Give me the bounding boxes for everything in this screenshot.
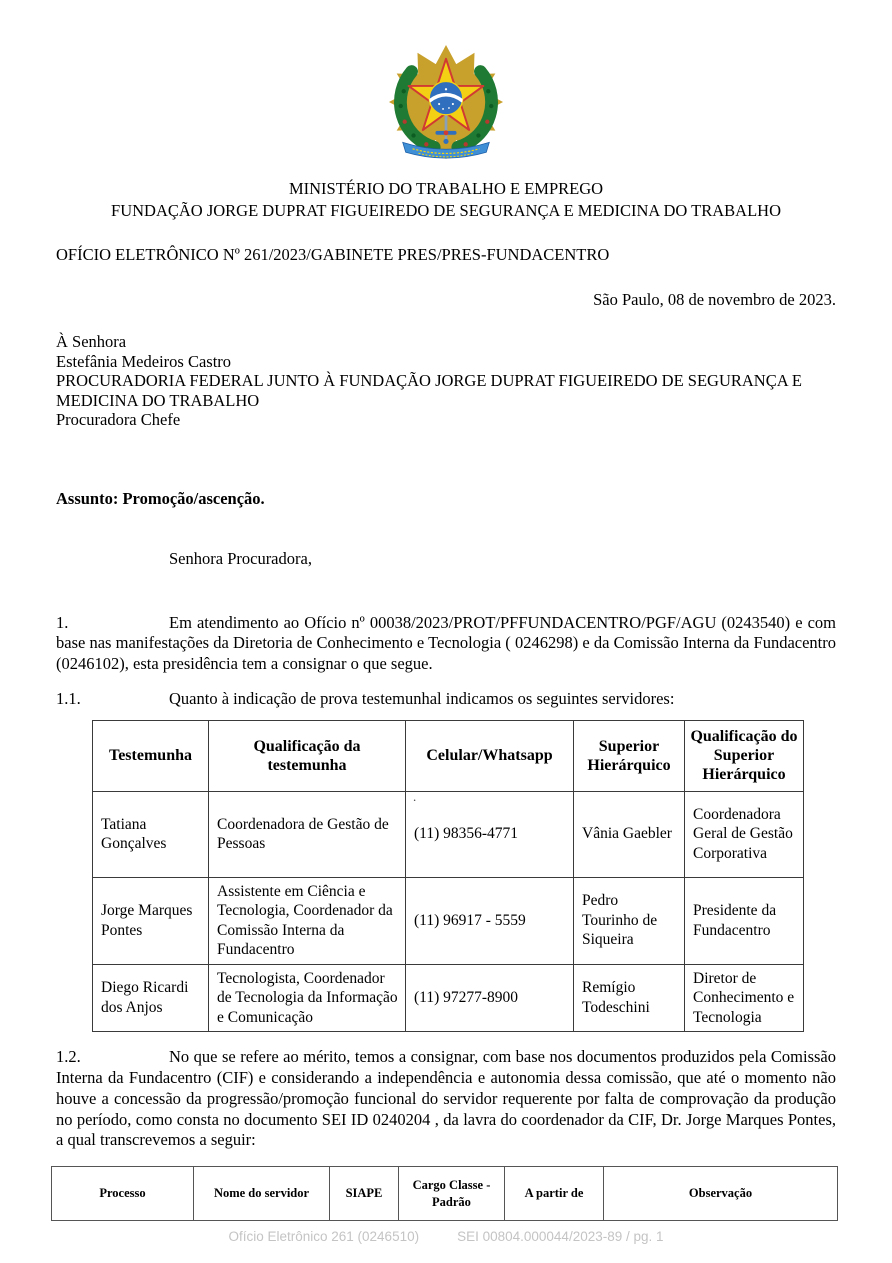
witness-superior-qualification-cell: Presidente da Fundacentro [685, 877, 804, 964]
brazil-coat-of-arms-icon [387, 45, 505, 166]
servers-table-header-row [52, 1167, 838, 1221]
witness-name-cell: Tatiana Gonçalves [93, 791, 209, 877]
witnesses-col-header: Testemunha [93, 720, 209, 791]
document-title: OFÍCIO ELETRÔNICO Nº 261/2023/GABINETE PRES/PRES-FUNDACENTRO [56, 245, 610, 264]
witness-phone-cell [406, 788, 574, 877]
witness-phone-cell: (11) 97277-8900 [406, 964, 574, 1032]
witness-superior-cell: Remígio Todeschini [574, 964, 685, 1032]
paragraph-1-1 [56, 689, 836, 710]
servers-col-header: Nome do servidor [194, 1167, 330, 1221]
paragraph-1-1-number: 1.1. [56, 688, 81, 708]
witnesses-table-header-row [93, 720, 804, 791]
subject-line: Assunto: Promoção/ascenção. [56, 488, 265, 508]
paragraph-1-number: 1. [56, 612, 69, 632]
witness-superior-cell: Vânia Gaebler [574, 791, 685, 877]
recipient-name: Estefânia Medeiros Castro [56, 351, 232, 371]
servers-col-header: Processo [52, 1167, 194, 1221]
witness-superior-qualification-cell: Diretor de Conhecimento e Tecnologia [685, 964, 804, 1032]
footer-document-reference: Ofício Eletrônico 261 (0246510) [228, 1229, 420, 1244]
witness-name-cell: Jorge Marques Pontes [93, 877, 209, 964]
witnesses-col-header: Superior Hierárquico [574, 720, 685, 791]
page-footer [0, 1229, 892, 1244]
servers-col-header: SIAPE [330, 1167, 399, 1221]
witnesses-col-header: Celular/Whatsapp [406, 720, 574, 791]
paragraph-1-2 [56, 1047, 836, 1151]
witness-qualification-cell: Assistente em Ciência e Tecnologia, Coordenador da Comissão Interna da Fundacentro [209, 877, 406, 964]
recipient-role: Procuradora Chefe [56, 410, 181, 429]
recipient-salutation: À Senhora [56, 332, 127, 351]
witnesses-table-row [93, 964, 804, 1032]
servers-table [51, 1166, 838, 1221]
servers-col-header: A partir de [505, 1167, 604, 1221]
date-line: São Paulo, 08 de novembro de 2023. [593, 290, 836, 309]
witness-superior-qualification-cell: Coordenadora Geral de Gestão Corporativa [685, 791, 804, 877]
witnesses-table [92, 720, 804, 1033]
paragraph-1-2-text: No que se refere ao mérito, temos a consignar, com base nos documentos produzidos pela Comissão Interna da Fundacentro (CIF) e considerando a independência e autonomia dessa comissão, que até o momento não houve a concessão da progressão/promoção funcional do servidor requerente por falta de comprovação da produção no período, como consta no documento SEI ID 0240204 , da lavra do coordenador da CIF, Dr. Jorge Marques Pontes, a qual transcrevemos a seguir: [56, 1047, 836, 1150]
witnesses-col-header: Qualificação da testemunha [209, 720, 406, 791]
recipient-organization: PROCURADORIA FEDERAL JUNTO À FUNDAÇÃO JORGE DUPRAT FIGUEIREDO DE SEGURANÇA E MEDICINA DO TRABALHO [56, 371, 802, 410]
paragraph-1-2-number: 1.2. [56, 1047, 81, 1067]
witness-qualification-cell: Coordenadora de Gestão de Pessoas [209, 791, 406, 877]
ministry-name: MINISTÉRIO DO TRABALHO E EMPREGO [288, 179, 604, 198]
witnesses-table-row [93, 877, 804, 964]
witnesses-col-header: Qualificação do Superior Hierárquico [685, 720, 804, 791]
servers-col-header: Observação [604, 1167, 838, 1221]
stray-mark: . [413, 788, 417, 804]
witness-phone-value: (11) 98356-4771 [414, 825, 519, 843]
witness-name-cell: Diego Ricardi dos Anjos [93, 964, 209, 1032]
witness-superior-cell: Pedro Tourinho de Siqueira [574, 877, 685, 964]
footer-sei-reference: SEI 00804.000044/2023-89 / pg. 1 [457, 1229, 664, 1244]
witnesses-table-row [93, 791, 804, 877]
paragraph-1-1-text: Quanto à indicação de prova testemunhal indicamos os seguintes servidores: [169, 688, 675, 708]
witness-qualification-cell: Tecnologista, Coordenador de Tecnologia da Informação e Comunicação [209, 964, 406, 1032]
recipient-address-block [56, 332, 836, 430]
paragraph-1 [56, 613, 836, 675]
emblem-container [56, 0, 836, 171]
witness-phone-cell: (11) 96917 - 5559 [406, 877, 574, 964]
servers-col-header: Cargo Classe - Padrão [399, 1167, 505, 1221]
greeting-line: Senhora Procuradora, [169, 548, 312, 568]
foundation-name: FUNDAÇÃO JORGE DUPRAT FIGUEIREDO DE SEGURANÇA E MEDICINA DO TRABALHO [111, 201, 781, 220]
paragraph-1-text: Em atendimento ao Ofício nº 00038/2023/PROT/PFFUNDACENTRO/PGF/AGU (0243540) e com base nas manifestações da Diretoria de Conhecimento e Tecnologia ( 0246298) e da Comissão Interna da Fundacentro (0246102), esta presidência tem a consignar o que segue. [56, 612, 836, 674]
org-header [56, 178, 836, 222]
